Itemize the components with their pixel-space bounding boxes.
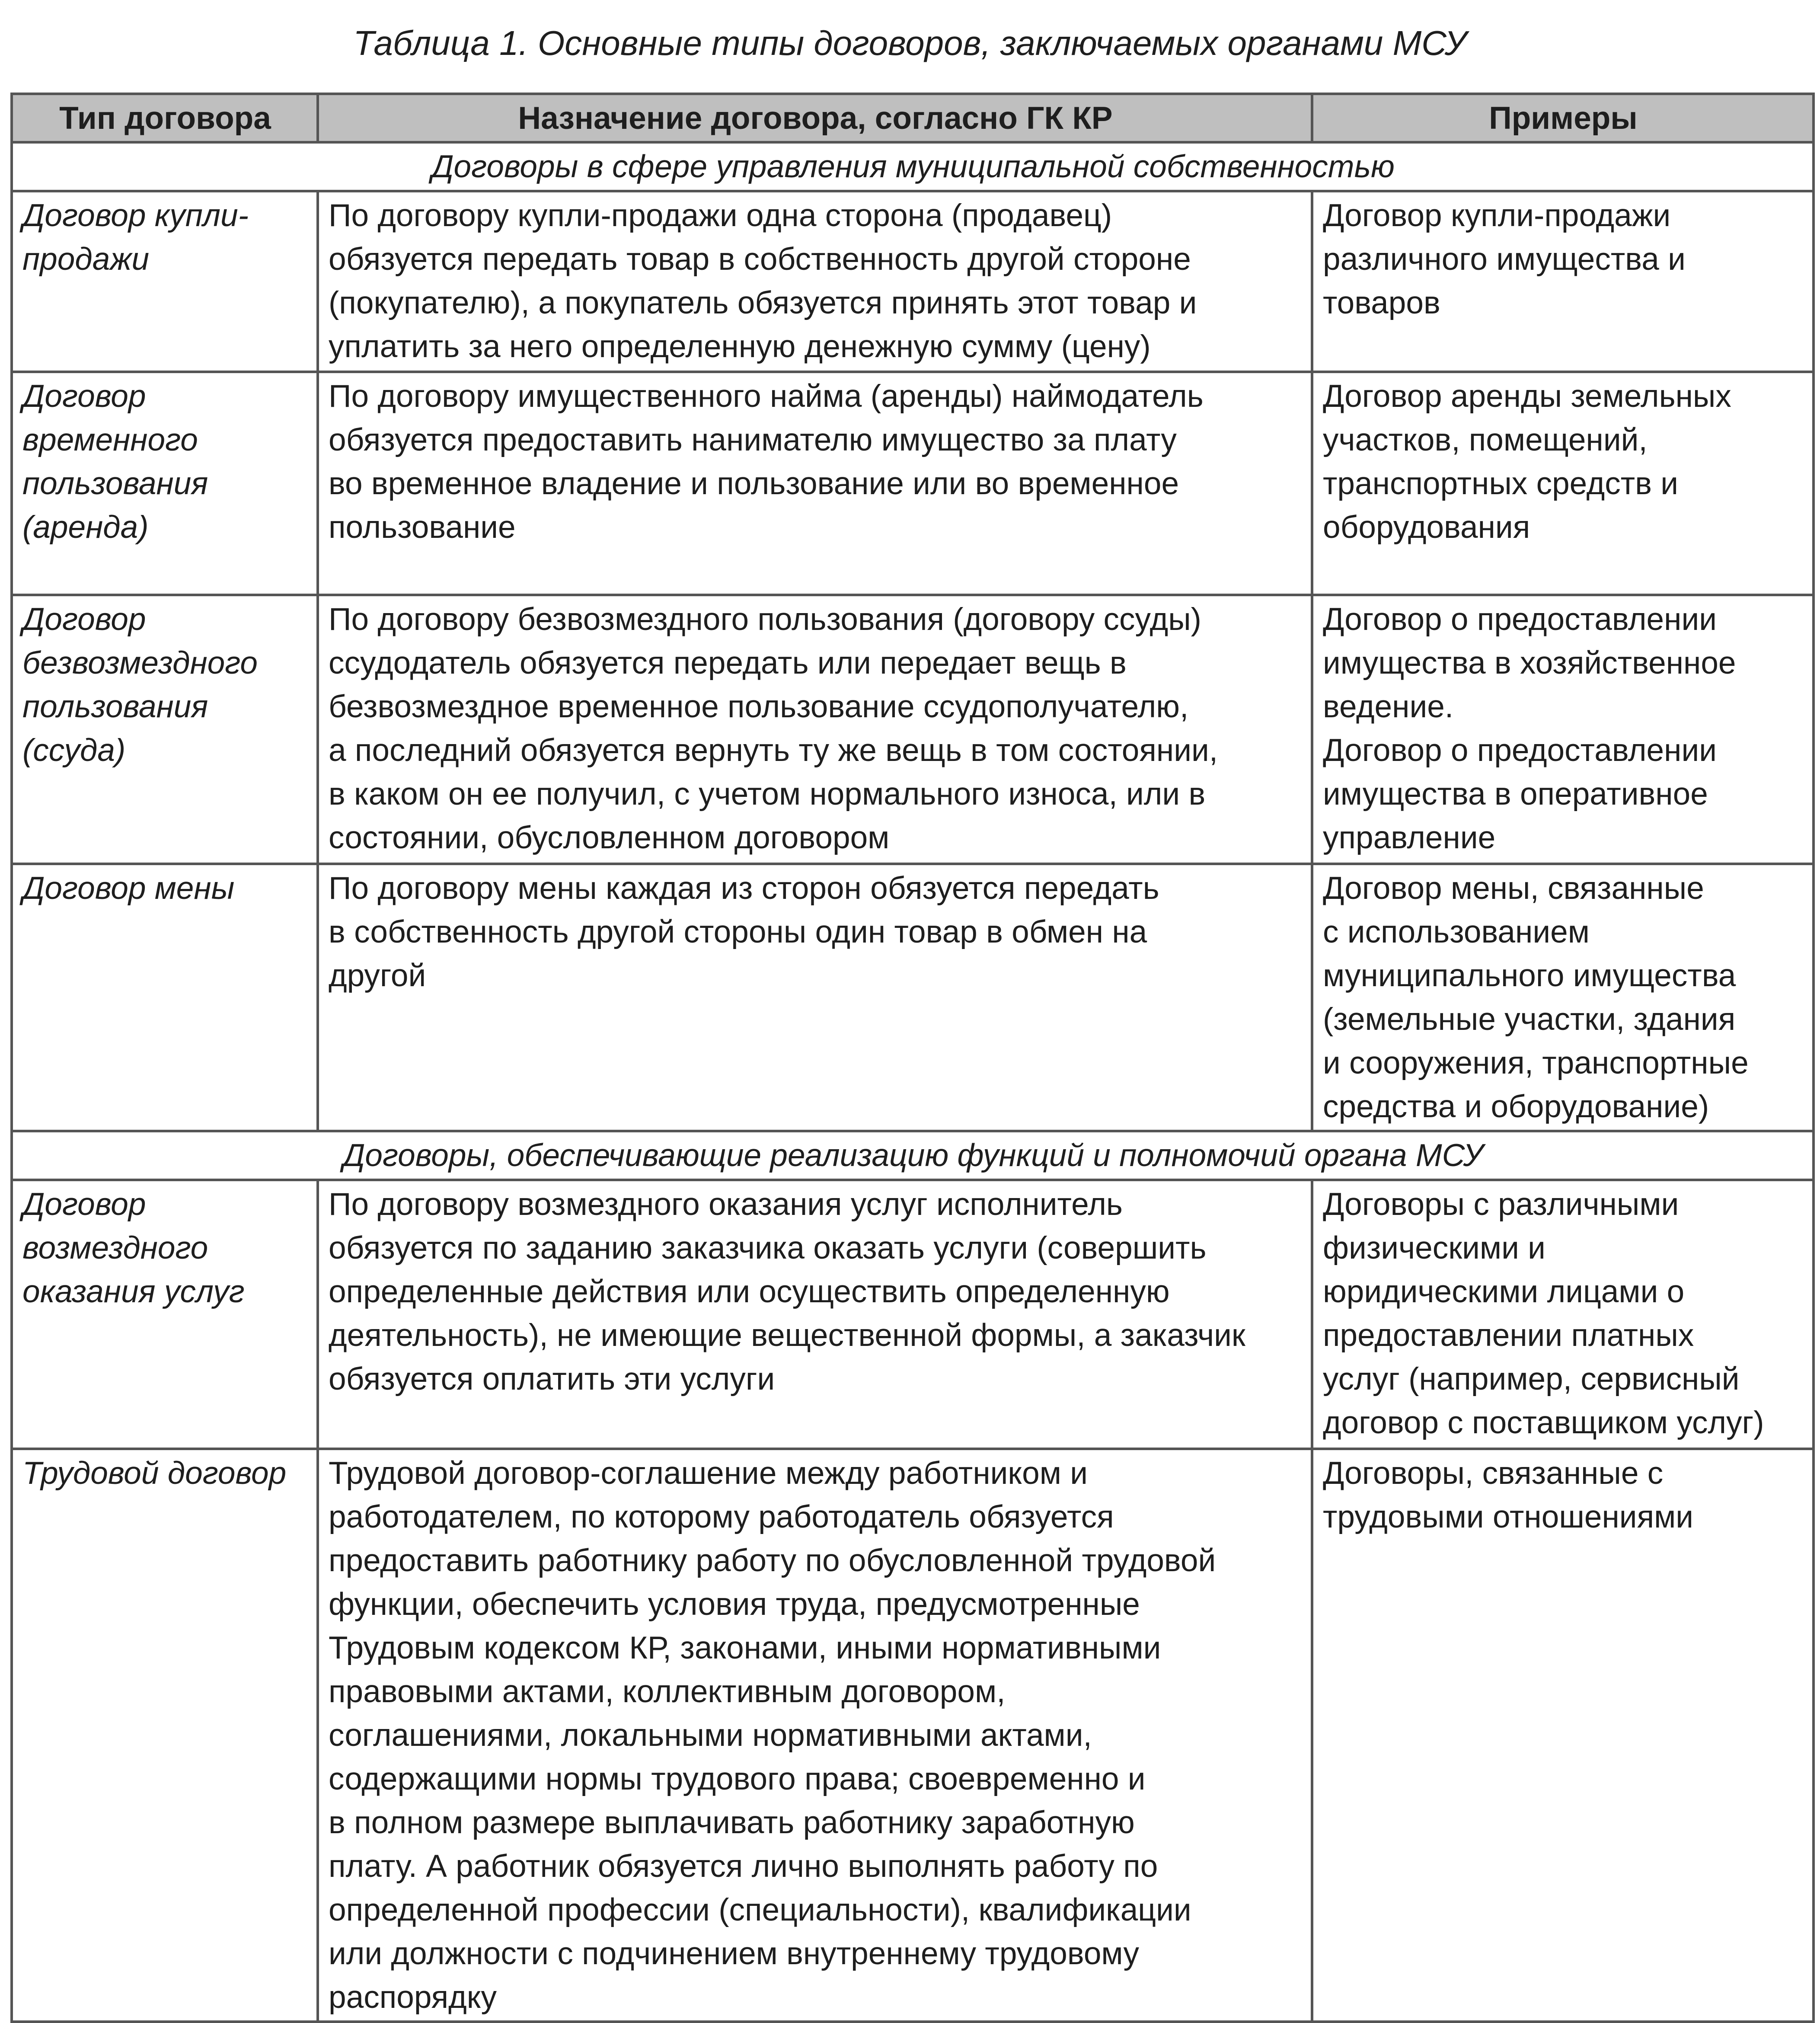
text-line: предоставлении платных [1323,1318,1694,1353]
text-line: услуг (например, сервисный [1323,1361,1740,1397]
text-line: возмездного [22,1230,208,1266]
examples-cell [1312,1180,1814,1449]
contract-purpose-cell [318,1449,1312,2022]
text-line: правовыми актами, коллективным договором, [329,1674,1006,1709]
text-line: (земельные участки, здания [1323,1002,1736,1037]
text-line: пользования [22,466,208,501]
text-line: физическими и [1323,1230,1545,1266]
table-row [12,1180,1814,1449]
text-line: Договор [22,1187,146,1222]
text-line: Трудовым кодексом КР, законами, иными нормативными [329,1630,1161,1665]
contract-type-cell [12,864,318,1131]
text-line: во временное владение и пользование или во временное [329,466,1179,501]
contract-purpose-cell [318,1180,1312,1449]
text-line: определенные действия или осуществить определенную [329,1274,1170,1309]
text-line: продажи [22,242,150,277]
text-line: другой [329,958,426,993]
text-line: (аренда) [22,510,149,545]
text-line: оборудования [1323,510,1530,545]
text-line: плату. А работник обязуется лично выполнять работу по [329,1849,1158,1884]
text-line: в полном размере выплачивать работнику заработную [329,1805,1135,1840]
text-line: Договор мены [22,871,235,906]
text-line: (ссуда) [22,733,126,768]
text-line: в каком он ее получил, с учетом нормального износа, или в [329,777,1206,812]
table-caption: Таблица 1. Основные типы договоров, заключаемых органами МСУ [353,24,1467,62]
contracts-table [10,93,1815,2023]
text-line: Договор о предоставлении [1323,733,1717,768]
text-line: пользование [329,510,516,545]
text-line: имущества в оперативное [1323,777,1708,812]
header-contract-purpose: Назначение договора, согласно ГК КР [318,94,1312,142]
examples-cell [1312,595,1814,864]
text-line: ведение. [1323,689,1454,724]
text-line: муниципального имущества [1323,958,1736,993]
text-line: различного имущества и [1323,242,1686,277]
text-line: юридическими лицами о [1323,1274,1685,1309]
text-line: и сооружения, транспортные [1323,1045,1749,1080]
table-row [12,1449,1814,2022]
text-line: управление [1323,820,1496,855]
text-line: деятельность), не имеющие вещественной формы, а заказчик [329,1318,1245,1353]
text-line: Договор купли-продажи [1323,198,1671,233]
text-line: По договору мены каждая из сторон обязуется передать [329,871,1159,906]
text-line: Договор аренды земельных [1323,379,1731,414]
text-line: имущества в хозяйственное [1323,646,1736,681]
text-line: договор с поставщиком услуг) [1323,1405,1764,1440]
text-line: По договору купли-продажи одна сторона (продавец) [329,198,1112,233]
contract-type-cell [12,191,318,372]
section-title: Договоры, обеспечивающие реализацию функций и полномочий органа МСУ [12,1131,1814,1180]
examples-cell [1312,372,1814,595]
text-line: состоянии, обусловленном договором [329,820,890,855]
text-line: По договору безвозмездного пользования (договору ссуды) [329,602,1201,637]
text-line: предоставить работнику работу по обусловленной трудовой [329,1543,1216,1578]
text-line: а последний обязуется вернуть ту же вещь в том состоянии, [329,733,1218,768]
contract-type-cell [12,1180,318,1449]
text-line: обязуется предоставить нанимателю имущество за плату [329,422,1177,457]
text-line: определенной профессии (специальности), квалификации [329,1892,1191,1927]
text-line: безвозмездного [22,646,258,681]
text-line: Договор [22,602,146,637]
text-line: или должности с подчинением внутреннему трудовому [329,1936,1139,1971]
contract-purpose-cell [318,372,1312,595]
header-contract-type: Тип договора [12,94,318,142]
text-line: участков, помещений, [1323,422,1648,457]
text-line: обязуется передать товар в собственность другой стороне [329,242,1191,277]
text-line: товаров [1323,285,1440,320]
examples-cell [1312,864,1814,1131]
text-line: ссудодатель обязуется передать или передает вещь в [329,646,1127,681]
text-line: Договор купли- [22,198,249,233]
text-line: (покупателю), а покупатель обязуется принять этот товар и [329,285,1197,320]
text-line: распорядку [329,1980,497,2015]
text-line: Договор о предоставлении [1323,602,1717,637]
text-line: пользования [22,689,208,724]
table-row [12,372,1814,595]
section-row [12,142,1814,191]
text-line: оказания услуг [22,1274,245,1309]
contract-type-cell [12,1449,318,2022]
table-row [12,595,1814,864]
text-line: трудовыми отношениями [1323,1499,1694,1534]
text-line: Договор [22,379,146,414]
text-line: обязуется по заданию заказчика оказать услуги (совершить [329,1230,1207,1266]
text-line: Договоры с различными [1323,1187,1679,1222]
text-line: средства и оборудование) [1323,1089,1709,1124]
table-row [12,864,1814,1131]
section-row [12,1131,1814,1180]
text-line: По договору имущественного найма (аренды) наймодатель [329,379,1204,414]
text-line: Трудовой договор [22,1456,287,1491]
contract-type-cell [12,595,318,864]
text-line: безвозмездное временное пользование ссудополучателю, [329,689,1189,724]
table-header-row [12,94,1814,142]
contract-type-cell [12,372,318,595]
header-examples: Примеры [1312,94,1814,142]
table-row [12,191,1814,372]
text-line: Договоры, связанные с [1323,1456,1664,1491]
text-line: работодателем, по которому работодатель обязуется [329,1499,1114,1534]
text-line: транспортных средств и [1323,466,1679,501]
text-line: с использованием [1323,914,1590,949]
text-line: Трудовой договор-соглашение между работником и [329,1456,1088,1491]
text-line: уплатить за него определенную денежную сумму (цену) [329,329,1151,364]
text-line: Договор мены, связанные [1323,871,1704,906]
text-line: функции, обеспечить условия труда, предусмотренные [329,1587,1140,1622]
text-line: По договору возмездного оказания услуг исполнитель [329,1187,1123,1222]
text-line: в собственность другой стороны один товар в обмен на [329,914,1147,949]
contract-purpose-cell [318,864,1312,1131]
text-line: соглашениями, локальными нормативными актами, [329,1718,1092,1753]
examples-cell [1312,191,1814,372]
contract-purpose-cell [318,191,1312,372]
text-line: обязуется оплатить эти услуги [329,1361,775,1397]
examples-cell [1312,1449,1814,2022]
section-title: Договоры в сфере управления муниципальной собственностью [12,142,1814,191]
text-line: временного [22,422,198,457]
text-line: содержащими нормы трудового права; своевременно и [329,1761,1146,1796]
contract-purpose-cell [318,595,1312,864]
